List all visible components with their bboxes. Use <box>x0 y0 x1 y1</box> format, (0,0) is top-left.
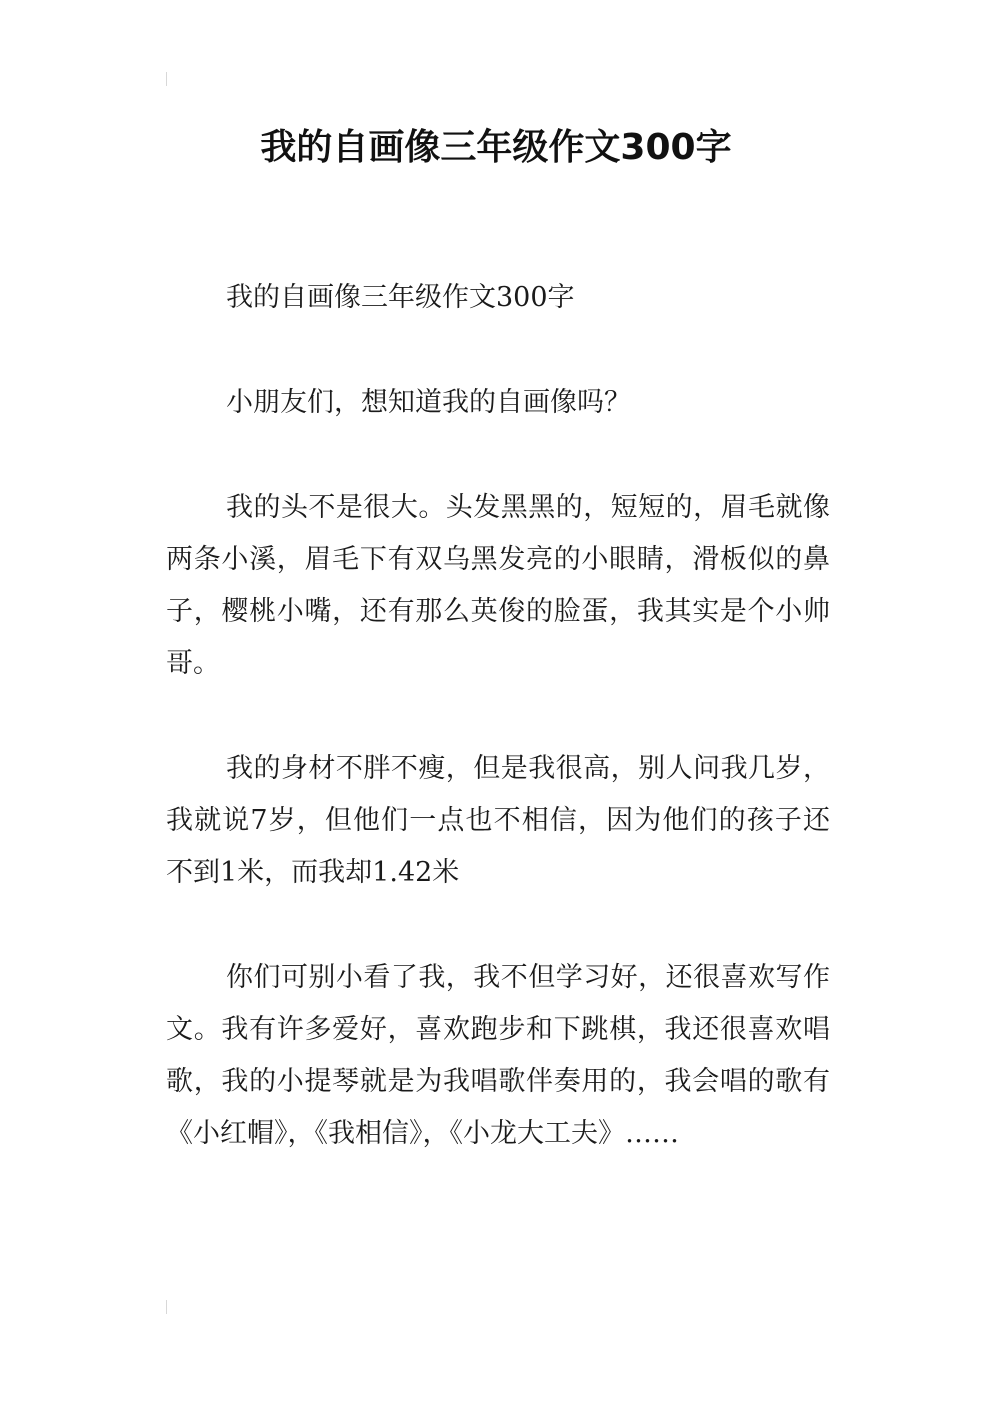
paragraph-appearance: 我的头不是很大。头发黑黑的，短短的，眉毛就像两条小溪，眉毛下有双乌黑发亮的小眼睛，滑板似的鼻子，樱桃小嘴，还有那么英俊的脸蛋，我其实是个小帅哥。 <box>166 492 830 679</box>
paragraph-subtitle: 我的自画像三年级作文300字 <box>226 282 575 313</box>
document-title: 我的自画像三年级作文300字 <box>260 127 732 168</box>
document-body <box>166 272 830 1213</box>
bottom-margin-mark <box>166 1300 167 1314</box>
top-margin-mark <box>166 72 167 86</box>
paragraph-intro: 小朋友们，想知道我的自画像吗？ <box>226 387 631 418</box>
paragraph-hobbies: 你们可别小看了我，我不但学习好，还很喜欢写作文。我有许多爱好，喜欢跑步和下跳棋，我还很喜欢唱歌，我的小提琴就是为我唱歌伴奏用的，我会唱的歌有《小红帽》，《我相信》，《小龙大工夫》…… <box>166 962 830 1149</box>
paragraph-height: 我的身材不胖不瘦，但是我很高，别人问我几岁，我就说7岁，但他们一点也不相信，因为他们的孩子还不到1米，而我却1.42米 <box>166 753 830 888</box>
